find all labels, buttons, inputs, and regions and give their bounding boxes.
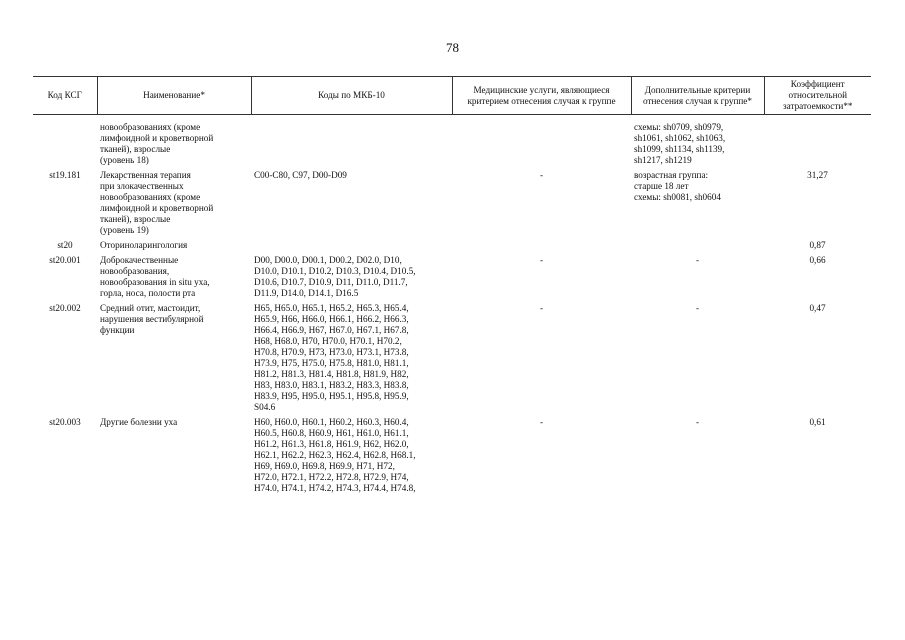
cell-name: Средний отит, мастоидит, нарушения вестибулярной функции (100, 303, 204, 335)
cell-criteria: возрастная группа: старше 18 лет схемы: sh0081, sh0604 (634, 170, 721, 202)
cell-services: - (539, 303, 544, 313)
cell-mkb: D00, D00.0, D00.1, D00.2, D02.0, D10, D10.0, D10.1, D10.2, D10.3, D10.4, D10.5, D10.6, D10.7, D10.9, D11, D11.0, D11.7, D11.9, D14.0, D14.1, D16.5 (254, 255, 416, 298)
cell-mkb: H60, H60.0, H60.1, H60.2, H60.3, H60.4, H60.5, H60.8, H60.9, H61, H61.0, H61.1, H61.2, H61.3, H61.8, H61.9, H62, H62.0, H62.1, H62.2, H62.3, H62.4, H62.8, H68.1, H69, H69.0, H69.8, H69.9, H71, H72, H72.0, H72.1, H72.2, H72.8, H72.9, H74, H74.0, H74.1, H74.2, H74.3, H74.4, H74.8, (254, 417, 416, 493)
cell-criteria: - (695, 255, 700, 265)
cell-coefficient: 0,61 (809, 417, 826, 427)
cell-criteria: - (695, 417, 700, 427)
table-header-row (33, 77, 871, 115)
table-row (33, 255, 871, 303)
table-row (33, 417, 871, 498)
cell-code: st20.001 (49, 255, 81, 265)
cell-name: Лекарственная терапия при злокачественных новообразованиях (кроме лимфоидной и кроветворной тканей), взрослые (уровень 19) (100, 170, 214, 235)
cell-criteria: схемы: sh0709, sh0979, sh1061, sh1062, sh1063, sh1099, sh1134, sh1139, sh1217, sh1219 (634, 122, 726, 165)
cell-coefficient (764, 115, 871, 171)
header-mkb-codes: Коды по МКБ-10 (251, 77, 452, 115)
cell-code: st19.181 (49, 170, 81, 180)
table-row (33, 240, 871, 255)
ksg-table (33, 76, 871, 498)
cell-name: Другие болезни уха (100, 417, 178, 427)
table-row (33, 115, 871, 171)
cell-name: Доброкачественные новообразования, новообразования in situ уха, горла, носа, полости рта (100, 255, 210, 298)
cell-coefficient: 0,66 (809, 255, 826, 265)
header-coefficient: Коэффициент относительной затратоемкости** (764, 77, 871, 115)
page-number: 78 (446, 40, 459, 55)
header-additional-criteria: Дополнительные критерии отнесения случая к группе* (631, 77, 764, 115)
cell-services: - (539, 170, 544, 180)
cell-mkb (251, 115, 452, 171)
cell-services (452, 240, 631, 255)
cell-services: - (539, 417, 544, 427)
cell-code: st20 (57, 240, 73, 250)
header-ksg-code: Код КСГ (33, 77, 97, 115)
table-row (33, 303, 871, 417)
cell-coefficient: 31,27 (807, 170, 828, 180)
header-name: Наименование* (97, 77, 251, 115)
cell-code: st20.003 (49, 417, 81, 427)
cell-criteria: - (695, 303, 700, 313)
cell-mkb: C00-C80, C97, D00-D09 (254, 170, 347, 180)
cell-mkb (251, 240, 452, 255)
cell-criteria (631, 240, 764, 255)
cell-code: st20.002 (49, 303, 81, 313)
cell-name: новообразованиях (кроме лимфоидной и кроветворной тканей), взрослые (уровень 18) (100, 122, 214, 165)
cell-mkb: H65, H65.0, H65.1, H65.2, H65.3, H65.4, H65.9, H66, H66.0, H66.1, H66.2, H66.3, H66.4, H66.9, H67, H67.0, H67.1, H67.8, H68, H68.0, H70, H70.0, H70.1, H70.2, H70.8, H70.9, H73, H73.0, H73.1, H73.8, H73.9, H75, H75.0, H75.8, H81.0, H81.1, H81.2, H81.3, H81.4, H81.8, H81.9, H82, H83, H83.0, H83.1, H83.2, H83.3, H83.8, H83.9, H95, H95.0, H95.1, H95.8, H95.9, S04.6 (254, 303, 409, 412)
cell-services: - (539, 255, 544, 265)
cell-name: Оториноларингология (100, 240, 188, 250)
table-row (33, 170, 871, 240)
cell-code (33, 115, 97, 171)
header-medical-services: Медицинские услуги, являющиеся критерием отнесения случая к группе (452, 77, 631, 115)
cell-coefficient: 0,47 (809, 303, 826, 313)
cell-coefficient: 0,87 (809, 240, 826, 250)
cell-services (452, 115, 631, 171)
